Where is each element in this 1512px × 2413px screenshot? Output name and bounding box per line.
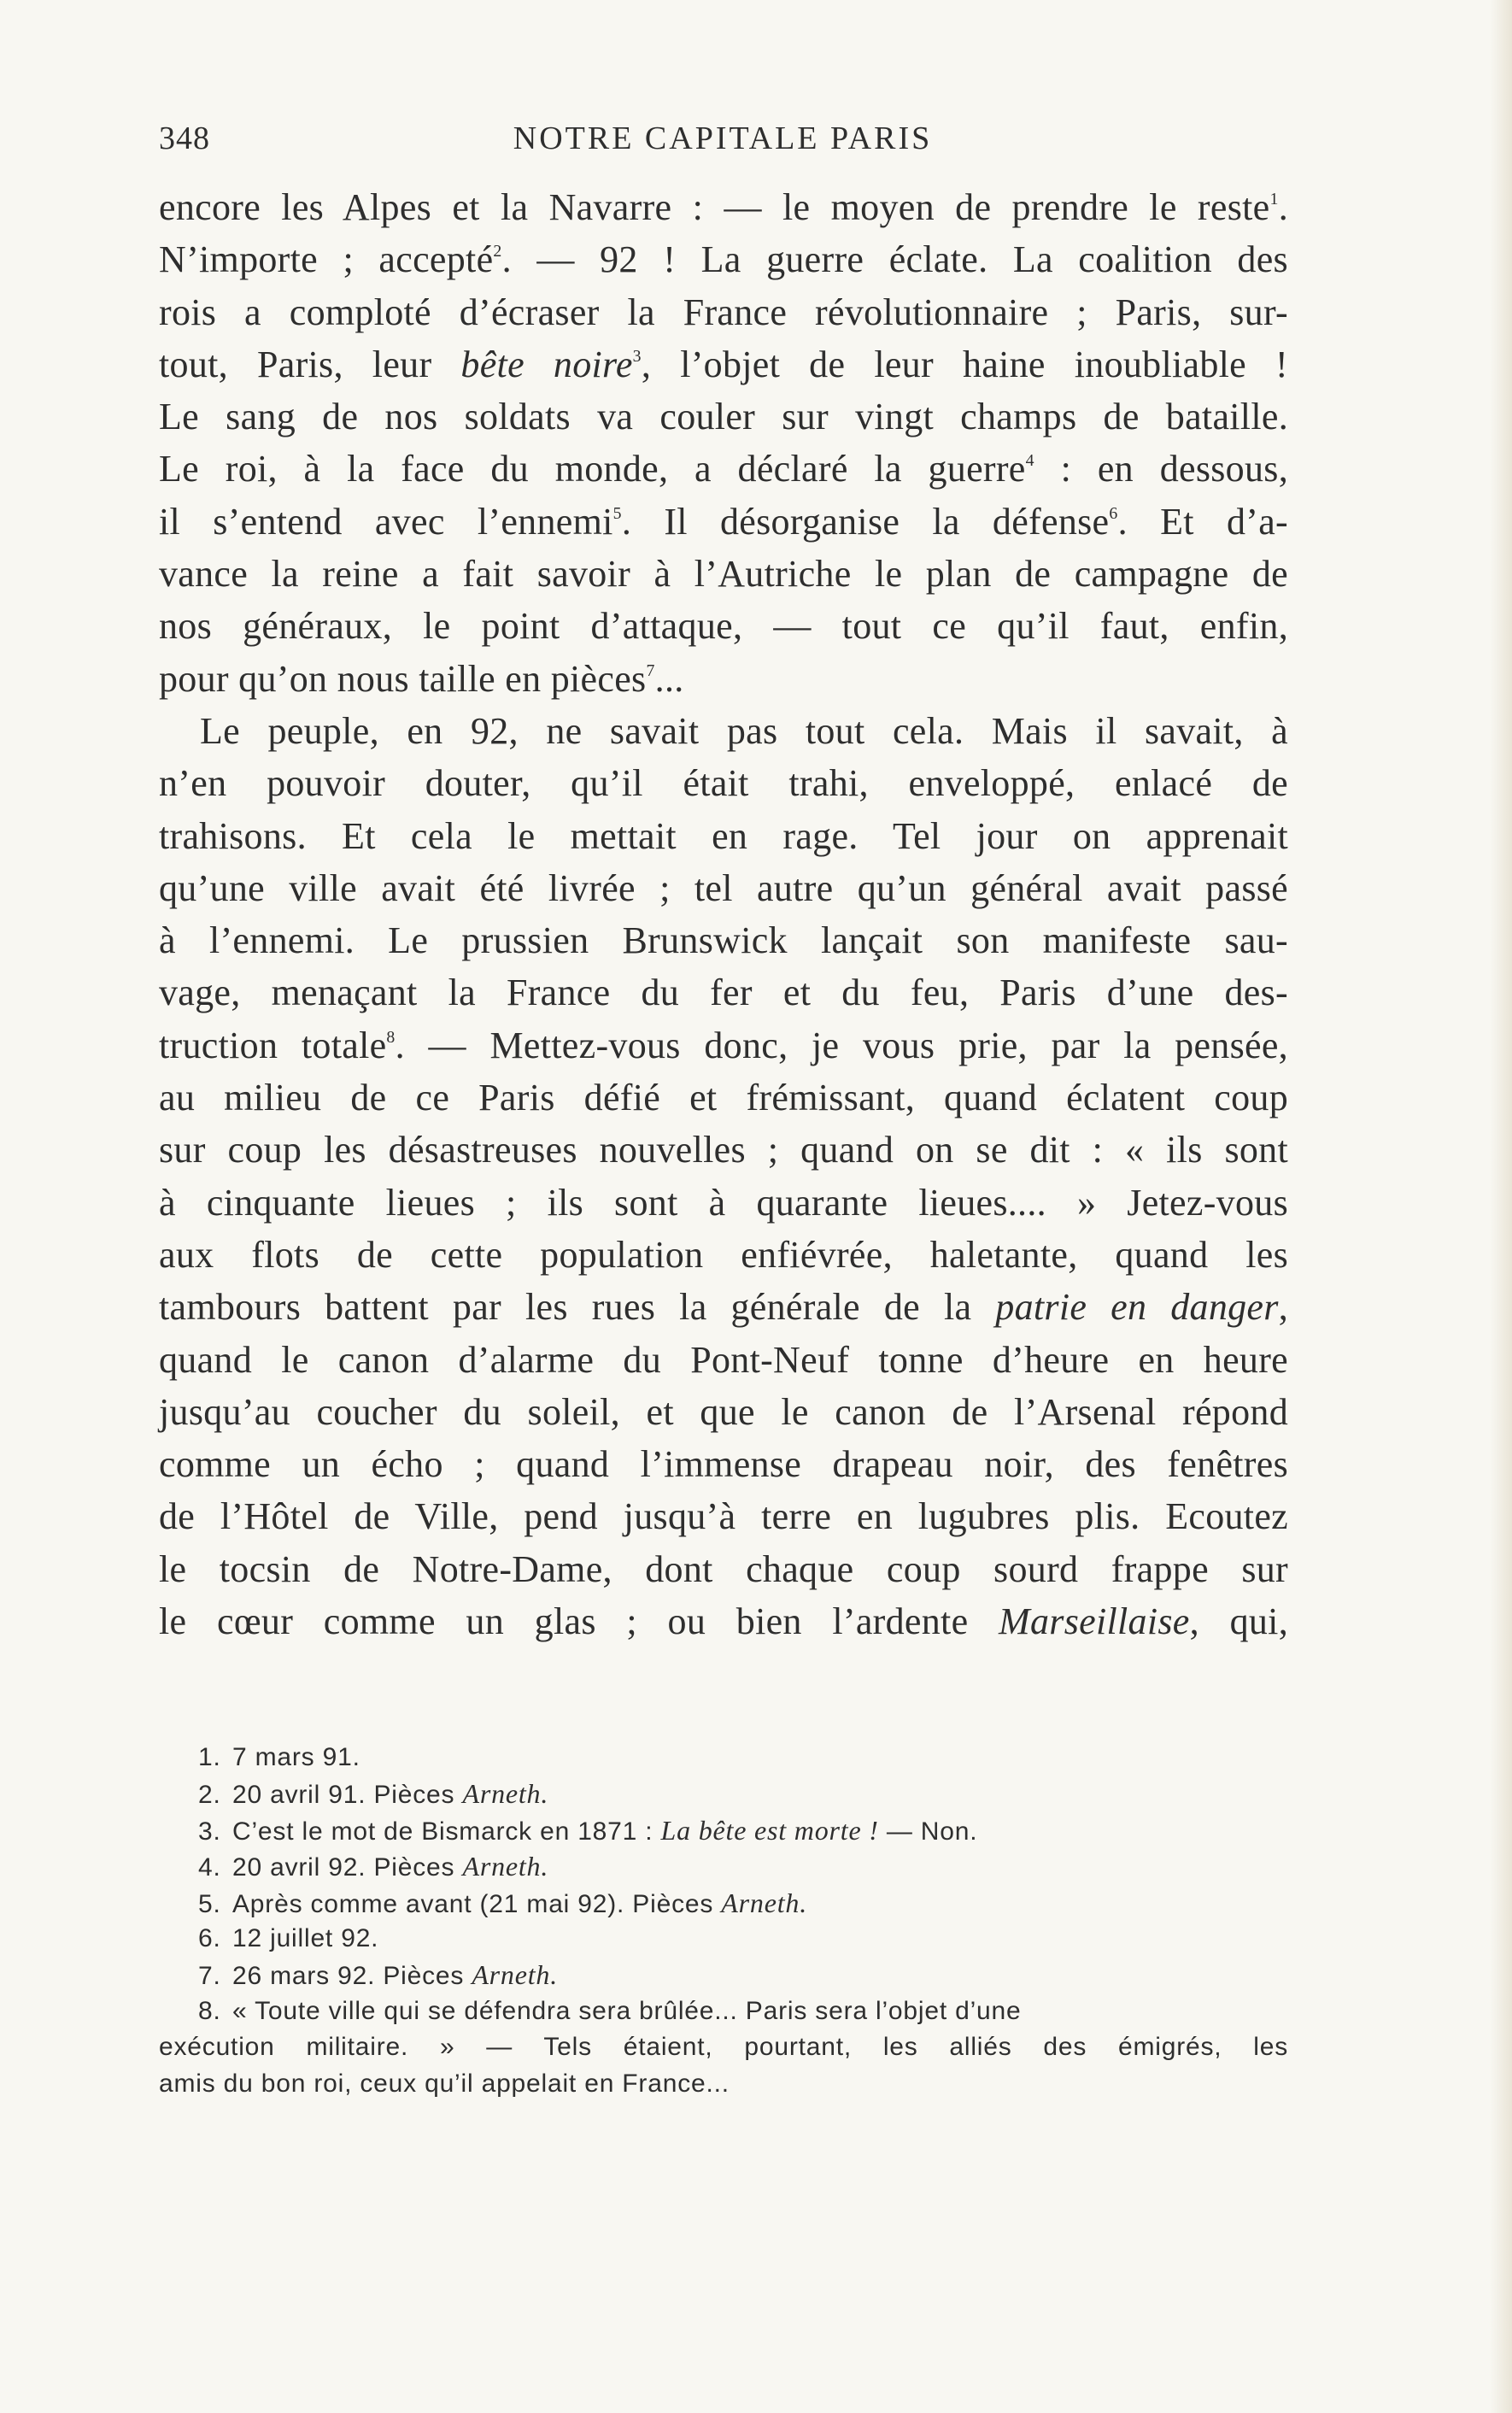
footnote-8: 8. « Toute ville qui se défendra sera brûlée... Paris sera l’objet d’une xyxy=(198,1996,1022,2025)
footnote-8-continuation: exécution militaire. » — Tels étaient, pourtant, les alliés des émigrés, les xyxy=(159,2033,1288,2062)
text-line: Le roi, à la face du monde, a déclaré la guerre$^4$ : en dessous, xyxy=(159,448,1288,490)
footnote-ref[interactable]: 5 xyxy=(612,503,622,523)
footnote-5: 5. Après comme avant (21 mai 92). Pièces Arneth. xyxy=(198,1887,807,1918)
text-line: comme un écho ; quand l’immense drapeau noir, des fenêtres xyxy=(159,1443,1288,1486)
text-line: à cinquante lieues ; ils sont à quarante lieues.... » Jetez-vous xyxy=(159,1181,1288,1224)
footnote-8-continuation: amis du bon roi, ceux qu’il appelait en France... xyxy=(159,2069,730,2098)
text-line: tout, Paris, leur bête noire$^3$, l’objet de leur haine inoubliable ! xyxy=(159,343,1288,385)
text-line: truction totale$^8$. — Mettez-vous donc, je vous prie, par la pensée, xyxy=(159,1024,1288,1066)
text-line: à l’ennemi. Le prussien Brunswick lançait son manifeste sau- xyxy=(159,919,1288,962)
text-line: aux flots de cette population enfiévrée, haletante, quand les xyxy=(159,1233,1288,1276)
footnote-ref[interactable]: 3 xyxy=(632,347,642,367)
text-line: n’en pouvoir douter, qu’il était trahi, enveloppé, enlacé de xyxy=(159,762,1288,805)
running-title: NOTRE CAPITALE PARIS xyxy=(513,120,933,156)
text-line: N’importe ; accepté$^2$. — 92 ! La guerre éclate. La coalition des xyxy=(159,238,1288,281)
text-line: vage, menaçant la France du fer et du feu, Paris d’une des- xyxy=(159,972,1288,1014)
text-line: au milieu de ce Paris défié et frémissant, quand éclatent coup xyxy=(159,1077,1288,1119)
footnote-4: 4. 20 avril 92. Pièces Arneth. xyxy=(198,1851,549,1882)
text-line: encore les Alpes et la Navarre : — le moyen de prendre le reste$^1$. xyxy=(159,186,1288,228)
text-line: nos généraux, le point d’attaque, — tout ce qu’il faut, enfin, xyxy=(159,605,1288,648)
footnote-6: 6. 12 juillet 92. xyxy=(198,1923,379,1952)
text-line: tambours battent par les rues la générale de la patrie en danger, xyxy=(159,1286,1288,1329)
page-number: 348 xyxy=(159,120,210,156)
footnote-3: 3. C’est le mot de Bismarck en 1871 : La bête est morte ! — Non. xyxy=(198,1814,978,1846)
footnote-2: 2. 20 avril 91. Pièces Arneth. xyxy=(198,1778,549,1810)
footnote-ref[interactable]: 6 xyxy=(1109,503,1118,523)
text-line: rois a comploté d’écraser la France révolutionnaire ; Paris, sur- xyxy=(159,291,1288,333)
footnote-ref[interactable]: 8 xyxy=(386,1027,396,1047)
text-line: trahisons. Et cela le mettait en rage. Tel jour on apprenait xyxy=(159,814,1288,857)
text-line: qu’une ville avait été livrée ; tel autre qu’un général avait passé xyxy=(159,866,1288,909)
text-line: le tocsin de Notre-Dame, dont chaque coup sourd frappe sur xyxy=(159,1547,1288,1590)
text-line: il s’entend avec l’ennemi$^5$. Il désorganise la défense$^6$. Et d’a- xyxy=(159,500,1288,543)
body-text xyxy=(159,181,1288,1647)
text-line: le cœur comme un glas ; ou bien l’ardente Marseillaise, qui, xyxy=(159,1600,1289,1643)
footnote-ref[interactable]: 7 xyxy=(646,660,655,680)
text-line: pour qu’on nous taille en pièces$^7$... xyxy=(159,657,684,700)
footnote-1: 1. 7 mars 91. xyxy=(198,1743,360,1771)
text-line: Le sang de nos soldats va couler sur vingt champs de bataille. xyxy=(159,396,1288,438)
footnote-ref[interactable]: 2 xyxy=(493,242,502,261)
footnote-7: 7. 26 mars 92. Pièces Arneth. xyxy=(198,1959,559,1991)
footnote-ref[interactable]: 1 xyxy=(1269,190,1279,209)
footnote-ref[interactable]: 4 xyxy=(1025,451,1034,471)
text-line: Le peuple, en 92, ne savait pas tout cela. Mais il savait, à xyxy=(200,709,1288,752)
text-line: quand le canon d’alarme du Pont-Neuf tonne d’heure en heure xyxy=(159,1338,1288,1381)
page-edge-shadow xyxy=(1490,0,1512,2413)
text-line: jusqu’au coucher du soleil, et que le canon de l’Arsenal répond xyxy=(159,1390,1288,1433)
page-header xyxy=(159,120,1286,171)
text-line: vance la reine a fait savoir à l’Autriche le plan de campagne de xyxy=(159,553,1288,596)
text-line: sur coup les désastreuses nouvelles ; quand on se dit : « ils sont xyxy=(159,1129,1288,1171)
footnotes xyxy=(159,1740,1288,2102)
text-line: de l’Hôtel de Ville, pend jusqu’à terre en lugubres plis. Ecoutez xyxy=(159,1495,1288,1538)
